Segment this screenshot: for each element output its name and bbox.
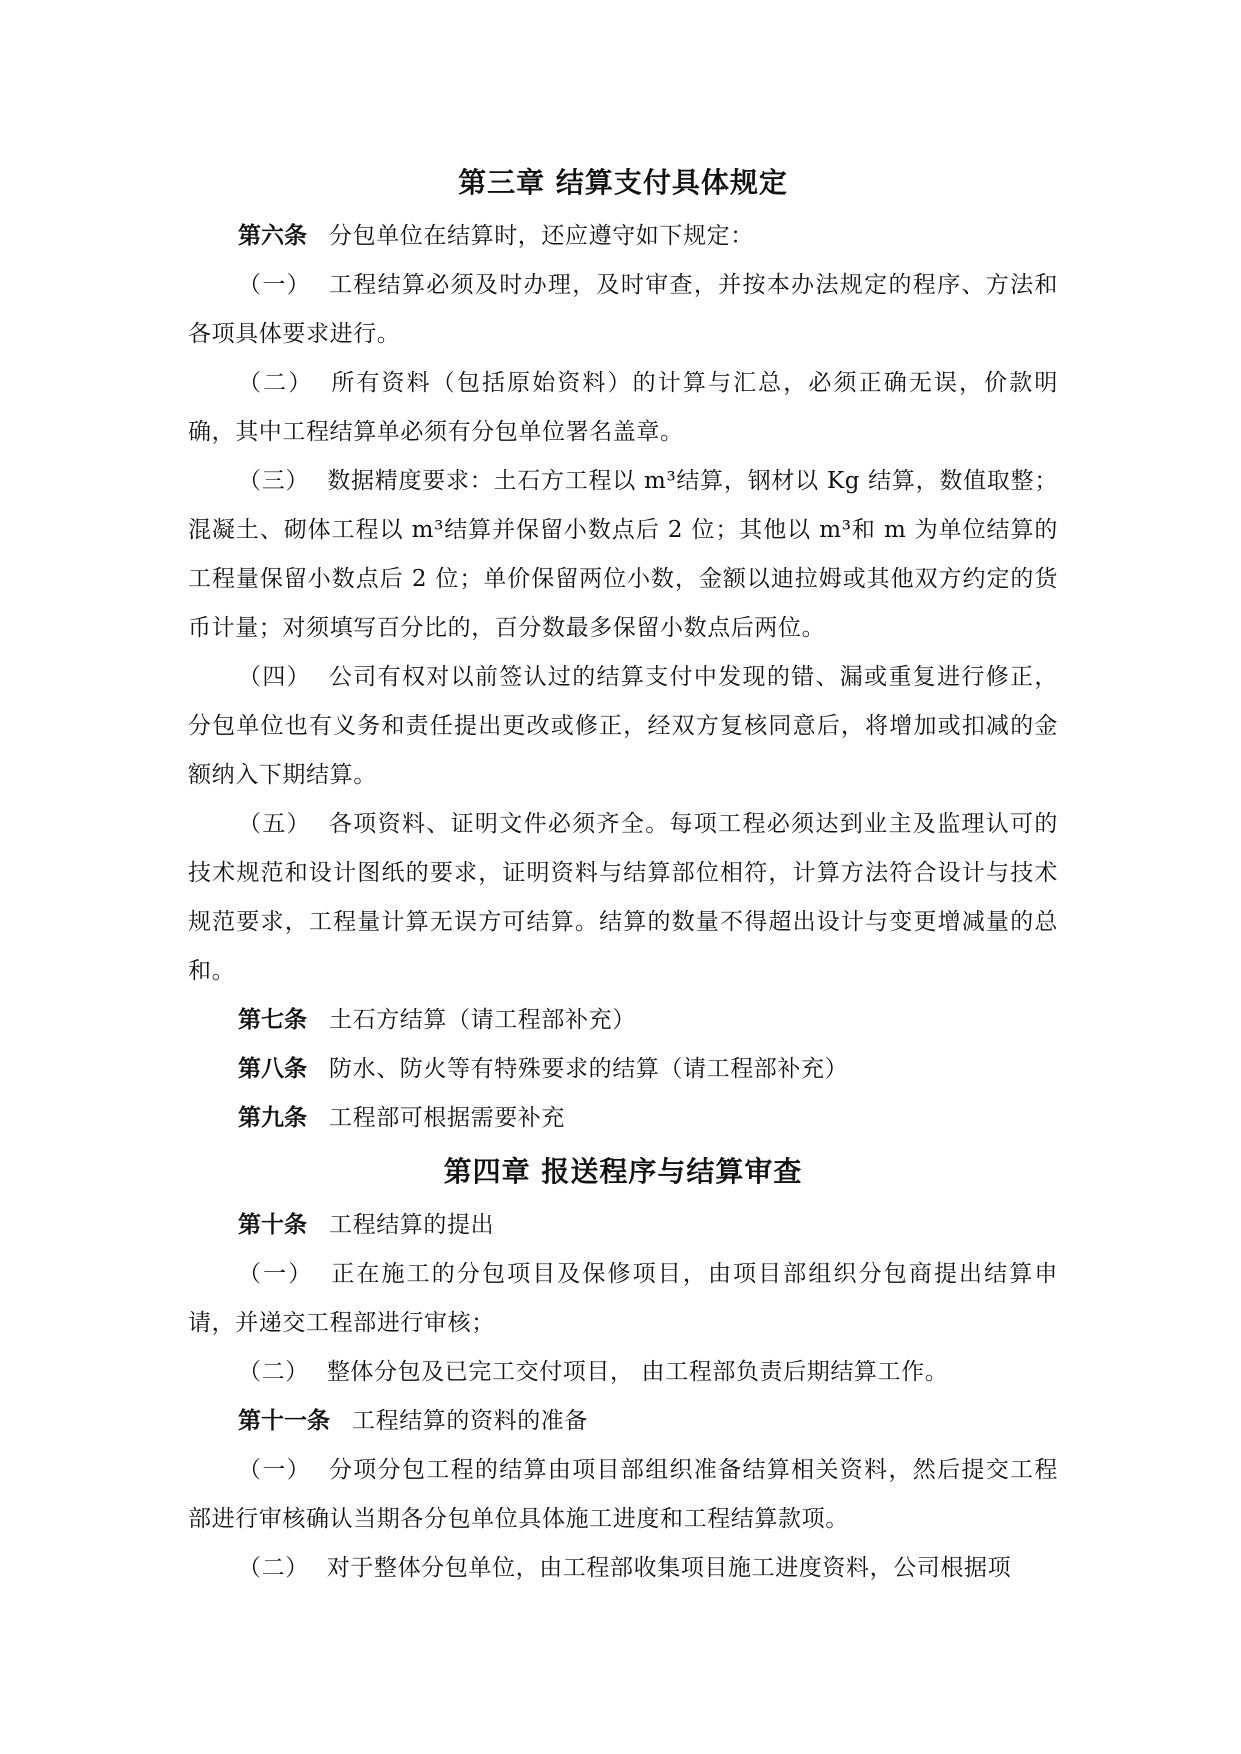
article-9-label: 第九条 <box>238 1105 307 1131</box>
article-7-text: 土石方结算（请工程部补充） <box>329 1007 636 1033</box>
item-number: （二） <box>238 1359 309 1385</box>
article-6-label: 第六条 <box>238 223 307 249</box>
article-10-label: 第十条 <box>238 1212 307 1238</box>
article-6-item-4 <box>188 653 1058 800</box>
item-text: 分项分包工程的结算由项目部组织准备结算相关资料，然后提交工程部进行审核确认当期各分包单位具体施工进度和工程结算款项。 <box>188 1457 1058 1532</box>
article-6-item-3 <box>188 457 1058 653</box>
item-text: 所有资料（包括原始资料）的计算与汇总，必须正确无误，价款明确，其中工程结算单必须有分包单位署名盖章。 <box>188 370 1058 445</box>
article-7 <box>188 996 1058 1045</box>
item-number: （三） <box>238 468 310 494</box>
article-9-text: 工程部可根据需要补充 <box>329 1105 565 1131</box>
article-10 <box>188 1201 1058 1250</box>
article-11 <box>188 1397 1058 1446</box>
item-text: 整体分包及已完工交付项目， 由工程部负责后期结算工作。 <box>326 1359 949 1385</box>
article-11-item-2 <box>188 1544 1058 1593</box>
article-7-label: 第七条 <box>238 1007 307 1033</box>
item-number: （一） <box>238 1457 311 1483</box>
article-9 <box>188 1094 1058 1143</box>
article-8 <box>188 1045 1058 1094</box>
article-6-text: 分包单位在结算时，还应遵守如下规定： <box>329 223 754 249</box>
article-10-item-2 <box>188 1348 1058 1397</box>
item-text: 工程结算必须及时办理，及时审查，并按本办法规定的程序、方法和各项具体要求进行。 <box>188 272 1058 347</box>
article-10-text: 工程结算的提出 <box>329 1212 495 1238</box>
document-body <box>188 158 1058 1593</box>
article-8-label: 第八条 <box>238 1056 307 1082</box>
article-6-item-5 <box>188 800 1058 996</box>
article-11-label: 第十一条 <box>238 1408 330 1434</box>
article-6-item-1 <box>188 261 1058 359</box>
article-8-text: 防水、防火等有特殊要求的结算（请工程部补充） <box>329 1056 849 1082</box>
item-text: 公司有权对以前签认过的结算支付中发现的错、漏或重复进行修正，分包单位也有义务和责任提出更改或修正，经双方复核同意后，将增加或扣减的金额纳入下期结算。 <box>188 664 1058 788</box>
item-text: 各项资料、证明文件必须齐全。每项工程必须达到业主及监理认可的技术规范和设计图纸的要求，证明资料与结算部位相符，计算方法符合设计与技术规范要求，工程量计算无误方可结算。结算的数量不得超出设计与变更增减量的总和。 <box>188 811 1058 984</box>
item-text: 正在施工的分包项目及保修项目，由项目部组织分包商提出结算申请，并递交工程部进行审核； <box>188 1261 1058 1336</box>
article-11-item-1 <box>188 1446 1058 1544</box>
item-number: （五） <box>238 811 311 837</box>
article-6 <box>188 212 1058 261</box>
article-6-item-2 <box>188 359 1058 457</box>
item-text: 对于整体分包单位，由工程部收集项目施工进度资料，公司根据项 <box>326 1555 1012 1581</box>
article-11-text: 工程结算的资料的准备 <box>352 1408 588 1434</box>
item-text: 数据精度要求：土石方工程以 m³结算，钢材以 Kg 结算，数值取整；混凝土、砌体工程以 m³结算并保留小数点后 2 位；其他以 m³和 m 为单位结算的工程量保留小数点后 2 位；单价保留两位小数，金额以迪拉姆或其他双方约定的货币计量；对须填写百分比的，百分数最多保留小数点后两位。 <box>188 468 1058 641</box>
chapter-4-title: 第四章 报送程序与结算审查 <box>443 1155 803 1188</box>
item-number: （二） <box>238 1555 309 1581</box>
item-number: （一） <box>238 272 311 298</box>
item-number: （一） <box>238 1261 314 1287</box>
item-number: （二） <box>238 370 314 396</box>
article-10-item-1 <box>188 1250 1058 1348</box>
item-number: （四） <box>238 664 311 690</box>
chapter-3-title: 第三章 结算支付具体规定 <box>458 166 788 199</box>
